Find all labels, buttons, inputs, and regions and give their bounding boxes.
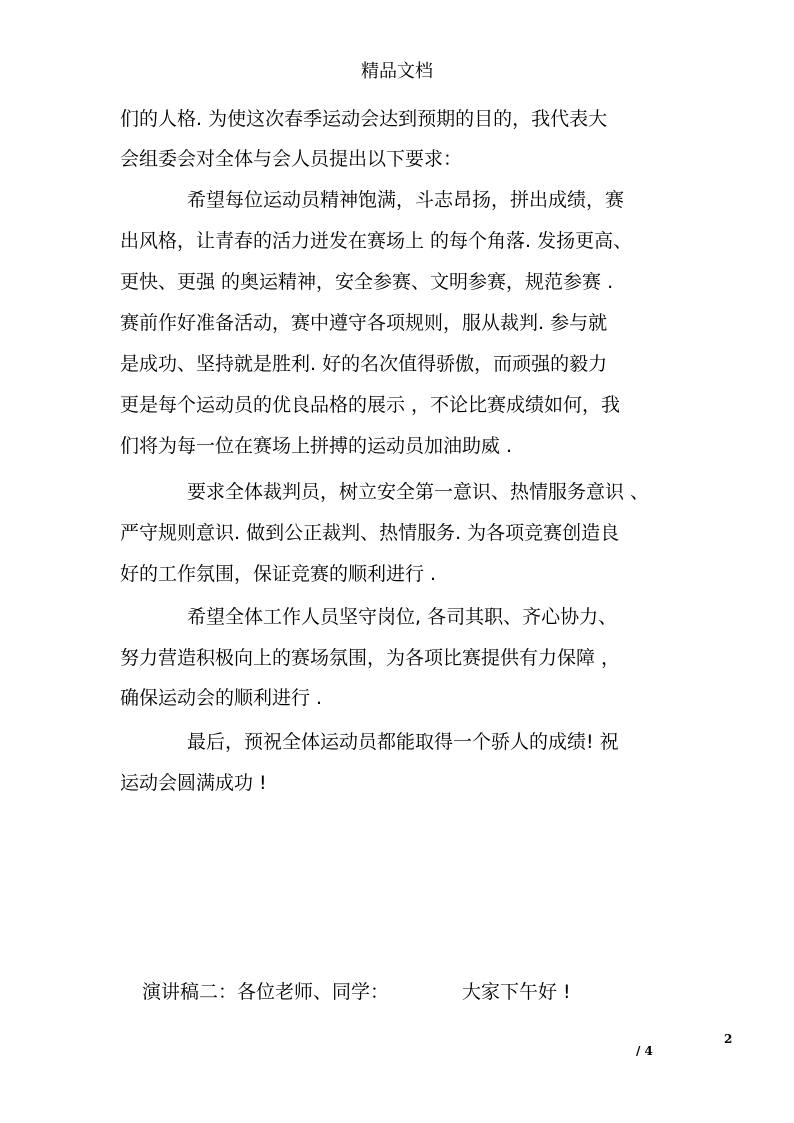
body-line-1: 们的人格. 为使这次春季运动会达到预期的目的，我代表大 <box>120 108 608 130</box>
closing-greeting-afternoon: 大家下午好 ! <box>462 981 571 1003</box>
body-line-10: 要求全体裁判员，树立安全第一意识、热情服务意识 、 <box>187 481 650 503</box>
page-total: / 4 <box>636 1044 653 1058</box>
body-line-6: 赛前作好准备活动，赛中遵守各项规则，服从裁判. 参与就 <box>120 312 608 334</box>
body-line-14: 努力营造积极向上的赛场氛围，为各项比赛提供有力保障 ， <box>120 647 621 669</box>
body-line-16: 最后，预祝全体运动员都能取得一个骄人的成绩! 祝 <box>187 731 619 753</box>
body-line-9: 们将为每一位在赛场上拼搏的运动员加油助威 . <box>120 435 513 457</box>
page-number: 2 <box>724 1032 733 1046</box>
body-line-12: 好的工作氛围，保证竞赛的顺利进行 . <box>120 563 437 585</box>
body-line-17: 运动会圆满成功 ! <box>120 772 267 794</box>
body-line-13: 希望全体工作人员坚守岗位, 各司其职、齐心协力、 <box>187 606 618 628</box>
page-header-title: 精品文档 <box>361 61 433 82</box>
body-line-4: 出风格，让青春的活力迸发在赛场上 的每个角落. 发扬更高、 <box>120 230 633 252</box>
body-line-11: 严守规则意识. 做到公正裁判、热情服务. 为各项竞赛创造良 <box>120 522 620 544</box>
body-line-8: 更是每个运动员的优良品格的展示 ，不论比赛成绩如何，我 <box>120 394 621 416</box>
body-line-2: 会组委会对全体与会人员提出以下要求： <box>120 148 463 170</box>
body-line-15: 确保运动会的顺利进行 . <box>120 687 323 709</box>
body-line-3: 希望每位运动员精神饱满，斗志昂扬，拼出成绩，赛 <box>187 189 625 211</box>
closing-greeting-audience: 演讲稿二：各位老师、同学： <box>142 981 390 1003</box>
body-line-5: 更快、更强 的奥运精神，安全参赛、文明参赛，规范参赛 . <box>120 271 614 293</box>
body-line-7: 是成功、坚持就是胜利. 好的名次值得骄傲，而顽强的毅力 <box>120 353 608 375</box>
